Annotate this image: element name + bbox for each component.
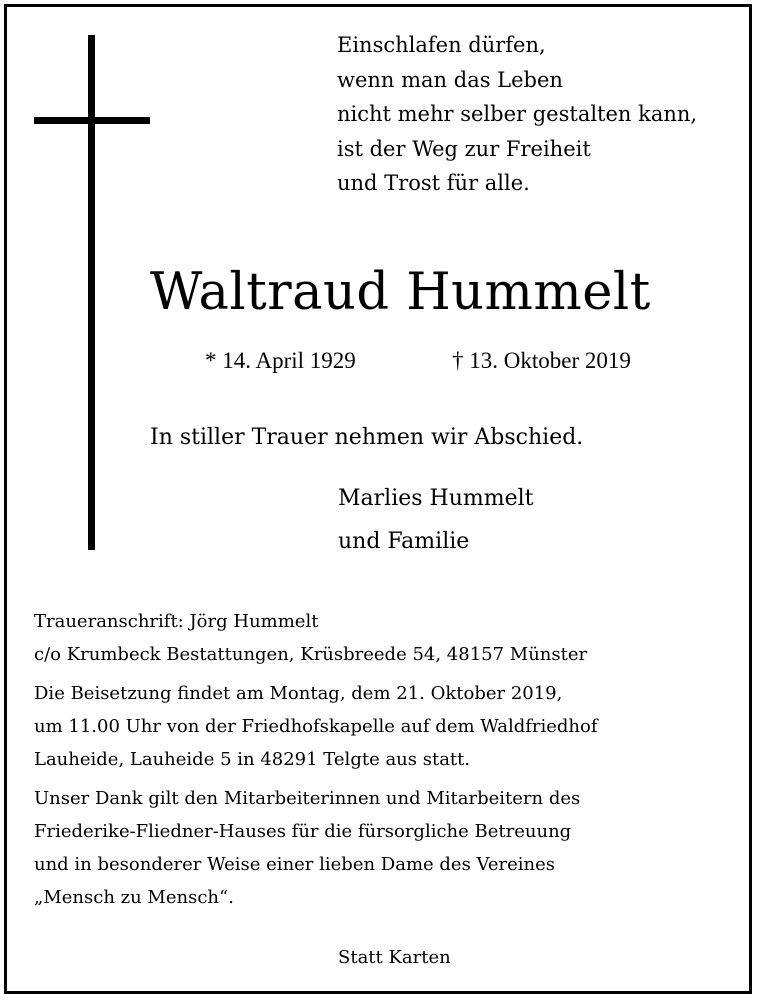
poem-line: und Trost für alle. xyxy=(337,171,530,195)
poem xyxy=(337,28,737,201)
thanks-line: Unser Dank gilt den Mitarbeiterinnen und Mitarbeitern des xyxy=(34,788,581,809)
signers xyxy=(338,477,534,563)
address-line: Traueranschrift: Jörg Hummelt xyxy=(34,611,319,632)
notice-details xyxy=(34,605,724,920)
death-date: † 13. Oktober 2019 xyxy=(452,348,631,373)
burial-info xyxy=(34,677,724,776)
poem-line: wenn man das Leben xyxy=(337,67,563,92)
burial-line: um 11.00 Uhr von der Friedhofskapelle auf dem Waldfriedhof xyxy=(34,716,598,737)
thanks-line: und in besonderer Weise einer lieben Dame des Vereines xyxy=(34,854,556,875)
mourning-address xyxy=(34,605,724,671)
thanks-line: „Mensch zu Mensch“. xyxy=(34,887,234,908)
signer-line: Marlies Hummelt xyxy=(338,486,534,511)
burial-line: Lauheide, Lauheide 5 in 48291 Telgte aus statt. xyxy=(34,749,471,770)
thanks-text xyxy=(34,782,724,914)
farewell-text: In stiller Trauer nehmen wir Abschied. xyxy=(150,425,584,450)
deceased-name: Waltraud Hummelt xyxy=(150,263,651,322)
poem-line: ist der Weg zur Freiheit xyxy=(337,136,591,161)
poem-line: Einschlafen dürfen, xyxy=(337,33,546,57)
birth-date: * 14. April 1929 xyxy=(205,348,356,373)
address-line: c/o Krumbeck Bestattungen, Krüsbreede 54, 48157 Münster xyxy=(34,644,588,665)
poem-line: nicht mehr selber gestalten kann, xyxy=(337,102,698,126)
closing-note: Statt Karten xyxy=(338,947,451,968)
cross-horizontal-bar xyxy=(34,117,150,124)
cross-vertical-bar xyxy=(88,35,95,550)
burial-line: Die Beisetzung findet am Montag, dem 21. Oktober 2019, xyxy=(34,683,563,704)
thanks-line: Friederike-Fliedner-Hauses für die fürsorgliche Betreuung xyxy=(34,821,572,842)
signer-line: und Familie xyxy=(338,529,470,554)
